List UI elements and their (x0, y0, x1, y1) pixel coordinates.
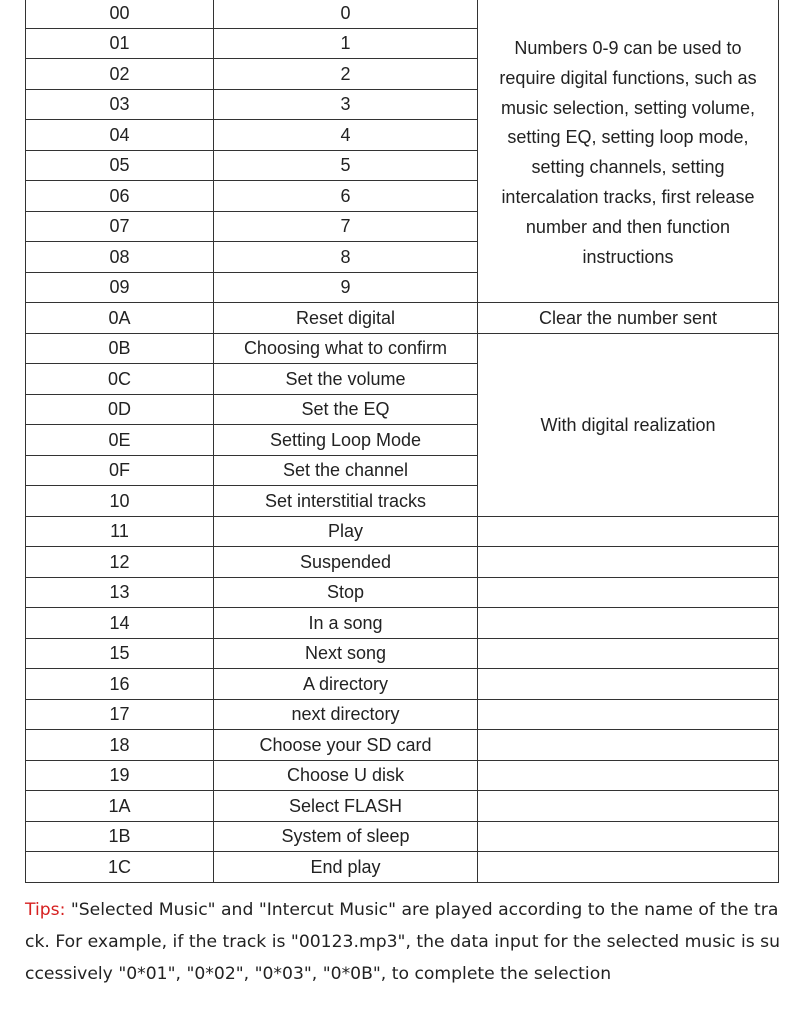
code-cell: 19 (26, 760, 214, 791)
table-row (26, 516, 779, 547)
code-cell: 07 (26, 211, 214, 242)
table-row (26, 760, 779, 791)
function-cell: Reset digital (214, 303, 478, 334)
code-cell: 1C (26, 852, 214, 883)
function-cell: Setting Loop Mode (214, 425, 478, 456)
code-cell: 0C (26, 364, 214, 395)
table-row (26, 638, 779, 669)
code-cell: 1B (26, 821, 214, 852)
function-cell: 3 (214, 89, 478, 120)
table-row (26, 333, 779, 364)
code-cell: 15 (26, 638, 214, 669)
digits-note-cell: Numbers 0-9 can be used to require digital functions, such as music selection, setting volume, setting EQ, setting loop mode, setting channels, setting intercalation tracks, first release number and then function instructions (478, 0, 779, 303)
clear-note-cell: Clear the number sent (478, 303, 779, 334)
tips-paragraph (25, 894, 785, 990)
code-cell: 0F (26, 455, 214, 486)
function-cell: Suspended (214, 547, 478, 578)
command-table (25, 0, 779, 883)
function-cell: Choose your SD card (214, 730, 478, 761)
table-row (26, 821, 779, 852)
code-cell: 00 (26, 0, 214, 28)
code-cell: 0E (26, 425, 214, 456)
tips-text: "Selected Music" and "Intercut Music" are played according to the name of the track. For example, if the track is "00123.mp3", the data input for the selected music is successively "0*01", "0*02", "0*03", "0*0B", to complete the selection (25, 900, 780, 984)
function-cell: 2 (214, 59, 478, 90)
empty-note-cell (478, 821, 779, 852)
digital-note-cell: With digital realization (478, 333, 779, 516)
table-row (26, 730, 779, 761)
empty-note-cell (478, 852, 779, 883)
function-cell: Play (214, 516, 478, 547)
empty-note-cell (478, 608, 779, 639)
empty-note-cell (478, 516, 779, 547)
empty-note-cell (478, 669, 779, 700)
function-cell: Set the channel (214, 455, 478, 486)
function-cell: System of sleep (214, 821, 478, 852)
code-cell: 09 (26, 272, 214, 303)
code-cell: 16 (26, 669, 214, 700)
code-cell: 0A (26, 303, 214, 334)
code-cell: 13 (26, 577, 214, 608)
function-cell: 4 (214, 120, 478, 151)
code-cell: 04 (26, 120, 214, 151)
function-cell: next directory (214, 699, 478, 730)
function-cell: In a song (214, 608, 478, 639)
code-cell: 18 (26, 730, 214, 761)
function-cell: Choosing what to confirm (214, 333, 478, 364)
function-cell: Select FLASH (214, 791, 478, 822)
code-cell: 03 (26, 89, 214, 120)
code-cell: 05 (26, 150, 214, 181)
table-row (26, 0, 779, 28)
code-cell: 0D (26, 394, 214, 425)
table-row (26, 577, 779, 608)
code-cell: 1A (26, 791, 214, 822)
function-cell: 0 (214, 0, 478, 28)
code-cell: 10 (26, 486, 214, 517)
code-cell: 08 (26, 242, 214, 273)
empty-note-cell (478, 638, 779, 669)
table-row (26, 699, 779, 730)
empty-note-cell (478, 699, 779, 730)
function-cell: Set interstitial tracks (214, 486, 478, 517)
function-cell: Set the EQ (214, 394, 478, 425)
empty-note-cell (478, 791, 779, 822)
table-row (26, 547, 779, 578)
code-cell: 02 (26, 59, 214, 90)
table-row (26, 608, 779, 639)
empty-note-cell (478, 730, 779, 761)
function-cell: 6 (214, 181, 478, 212)
table-row (26, 791, 779, 822)
table-row (26, 303, 779, 334)
function-cell: 1 (214, 28, 478, 59)
function-cell: 7 (214, 211, 478, 242)
function-cell: Next song (214, 638, 478, 669)
function-cell: 8 (214, 242, 478, 273)
function-cell: End play (214, 852, 478, 883)
code-cell: 12 (26, 547, 214, 578)
code-cell: 11 (26, 516, 214, 547)
code-cell: 14 (26, 608, 214, 639)
function-cell: A directory (214, 669, 478, 700)
table-row (26, 852, 779, 883)
tips-label: Tips: (25, 900, 66, 920)
function-cell: 5 (214, 150, 478, 181)
code-cell: 01 (26, 28, 214, 59)
function-cell: Choose U disk (214, 760, 478, 791)
code-cell: 0B (26, 333, 214, 364)
empty-note-cell (478, 547, 779, 578)
function-cell: Set the volume (214, 364, 478, 395)
code-cell: 17 (26, 699, 214, 730)
code-cell: 06 (26, 181, 214, 212)
command-table-container (25, 0, 779, 883)
table-row (26, 669, 779, 700)
function-cell: Stop (214, 577, 478, 608)
empty-note-cell (478, 577, 779, 608)
function-cell: 9 (214, 272, 478, 303)
empty-note-cell (478, 760, 779, 791)
